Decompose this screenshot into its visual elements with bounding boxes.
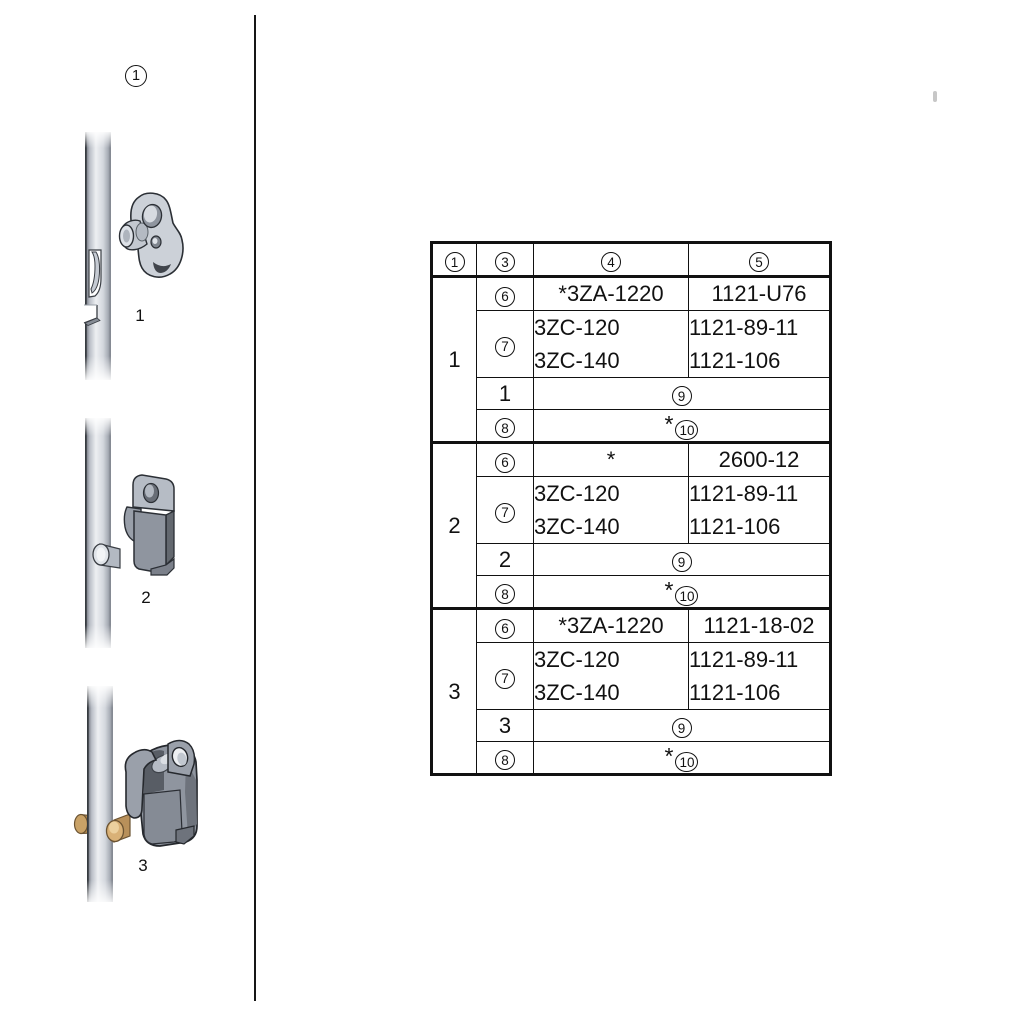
table-row bbox=[432, 576, 831, 609]
circled-number-icon: 3 bbox=[495, 252, 515, 272]
item-circ-cell bbox=[477, 410, 534, 443]
figure-callout-1 bbox=[125, 65, 147, 87]
ref-number-cell: 1121-89-11 1121-106 bbox=[689, 643, 831, 710]
part-number-cell: 3ZC-120 3ZC-140 bbox=[534, 643, 689, 710]
table-header-row bbox=[432, 243, 831, 277]
ref-number-cell: 1121-18-02 bbox=[689, 609, 831, 643]
table-row bbox=[432, 277, 831, 311]
table-row bbox=[432, 311, 831, 378]
merged-star-cell bbox=[534, 410, 831, 443]
rod-illustration-3 bbox=[58, 658, 208, 908]
item-circ-cell bbox=[477, 443, 534, 477]
asterisk: * bbox=[664, 410, 674, 437]
table-row bbox=[432, 477, 831, 544]
circled-number-icon: 1 bbox=[445, 252, 465, 272]
circled-number-icon: 6 bbox=[495, 287, 515, 307]
circled-number-icon: 6 bbox=[495, 619, 515, 639]
table-row bbox=[432, 742, 831, 775]
table-row bbox=[432, 643, 831, 710]
ref-number-cell: 1121-U76 bbox=[689, 277, 831, 311]
artifact-dot bbox=[933, 91, 937, 102]
steel-rod-2 bbox=[83, 416, 113, 651]
circled-number-icon: 10 bbox=[675, 420, 698, 440]
rod-illustration-2 bbox=[70, 413, 200, 653]
circled-number-icon: 10 bbox=[675, 752, 698, 772]
item-number-cell: 2 bbox=[477, 544, 534, 576]
circled-number-icon: 7 bbox=[495, 503, 515, 523]
circled-number-icon: 9 bbox=[672, 386, 692, 406]
steel-rod-1 bbox=[83, 130, 113, 382]
header-cell-1 bbox=[432, 243, 477, 277]
table-row bbox=[432, 544, 831, 576]
circled-number-icon: 8 bbox=[495, 750, 515, 770]
clip-part-3 bbox=[125, 741, 197, 847]
steel-rod-3 bbox=[85, 684, 115, 906]
table-row bbox=[432, 443, 831, 477]
header-cell-4 bbox=[534, 243, 689, 277]
table-row bbox=[432, 378, 831, 410]
asterisk: * bbox=[664, 742, 674, 769]
table-row bbox=[432, 609, 831, 643]
circled-number-icon: 5 bbox=[749, 252, 769, 272]
table-row bbox=[432, 710, 831, 742]
header-cell-3 bbox=[477, 243, 534, 277]
ref-number-cell: 2600-12 bbox=[689, 443, 831, 477]
part-number-cell: 3ZC-120 3ZC-140 bbox=[534, 311, 689, 378]
circled-number-icon: 8 bbox=[495, 418, 515, 438]
merged-circ-cell bbox=[534, 544, 831, 576]
latch-part-1 bbox=[120, 193, 183, 277]
merged-circ-cell bbox=[534, 710, 831, 742]
circled-number-icon: 1 bbox=[125, 65, 147, 87]
item-circ-cell bbox=[477, 742, 534, 775]
rod-illustration-1 bbox=[70, 128, 200, 384]
keeper-part-2 bbox=[124, 475, 174, 575]
part-label-3: 3 bbox=[138, 856, 148, 875]
part-number-cell: 3ZC-120 3ZC-140 bbox=[534, 477, 689, 544]
item-number-cell: 1 bbox=[477, 378, 534, 410]
merged-circ-cell bbox=[534, 378, 831, 410]
vertical-divider bbox=[254, 15, 256, 1001]
asterisk: * bbox=[664, 576, 674, 603]
parts-table bbox=[430, 241, 832, 776]
part-number-cell: *3ZA-1220 bbox=[534, 609, 689, 643]
item-circ-cell bbox=[477, 643, 534, 710]
item-circ-cell bbox=[477, 609, 534, 643]
table-row bbox=[432, 410, 831, 443]
part-label-2: 2 bbox=[141, 588, 151, 607]
merged-star-cell bbox=[534, 576, 831, 609]
group-label-cell: 1 bbox=[432, 277, 477, 443]
item-circ-cell bbox=[477, 311, 534, 378]
circled-number-icon: 9 bbox=[672, 718, 692, 738]
circled-number-icon: 6 bbox=[495, 453, 515, 473]
part-label-1: 1 bbox=[135, 306, 145, 325]
stud-pin bbox=[93, 544, 120, 568]
header-cell-5 bbox=[689, 243, 831, 277]
item-number-cell: 3 bbox=[477, 710, 534, 742]
circled-number-icon: 10 bbox=[675, 586, 698, 606]
circled-number-icon: 7 bbox=[495, 337, 515, 357]
item-circ-cell bbox=[477, 477, 534, 544]
circled-number-icon: 4 bbox=[601, 252, 621, 272]
ref-number-cell: 1121-89-11 1121-106 bbox=[689, 311, 831, 378]
item-circ-cell bbox=[477, 277, 534, 311]
group-label-cell: 3 bbox=[432, 609, 477, 775]
item-circ-cell bbox=[477, 576, 534, 609]
group-label-cell: 2 bbox=[432, 443, 477, 609]
circled-number-icon: 8 bbox=[495, 584, 515, 604]
circled-number-icon: 9 bbox=[672, 552, 692, 572]
ref-number-cell: 1121-89-11 1121-106 bbox=[689, 477, 831, 544]
part-number-cell: *3ZA-1220 bbox=[534, 277, 689, 311]
merged-star-cell bbox=[534, 742, 831, 775]
part-number-cell: * bbox=[534, 443, 689, 477]
circled-number-icon: 7 bbox=[495, 669, 515, 689]
